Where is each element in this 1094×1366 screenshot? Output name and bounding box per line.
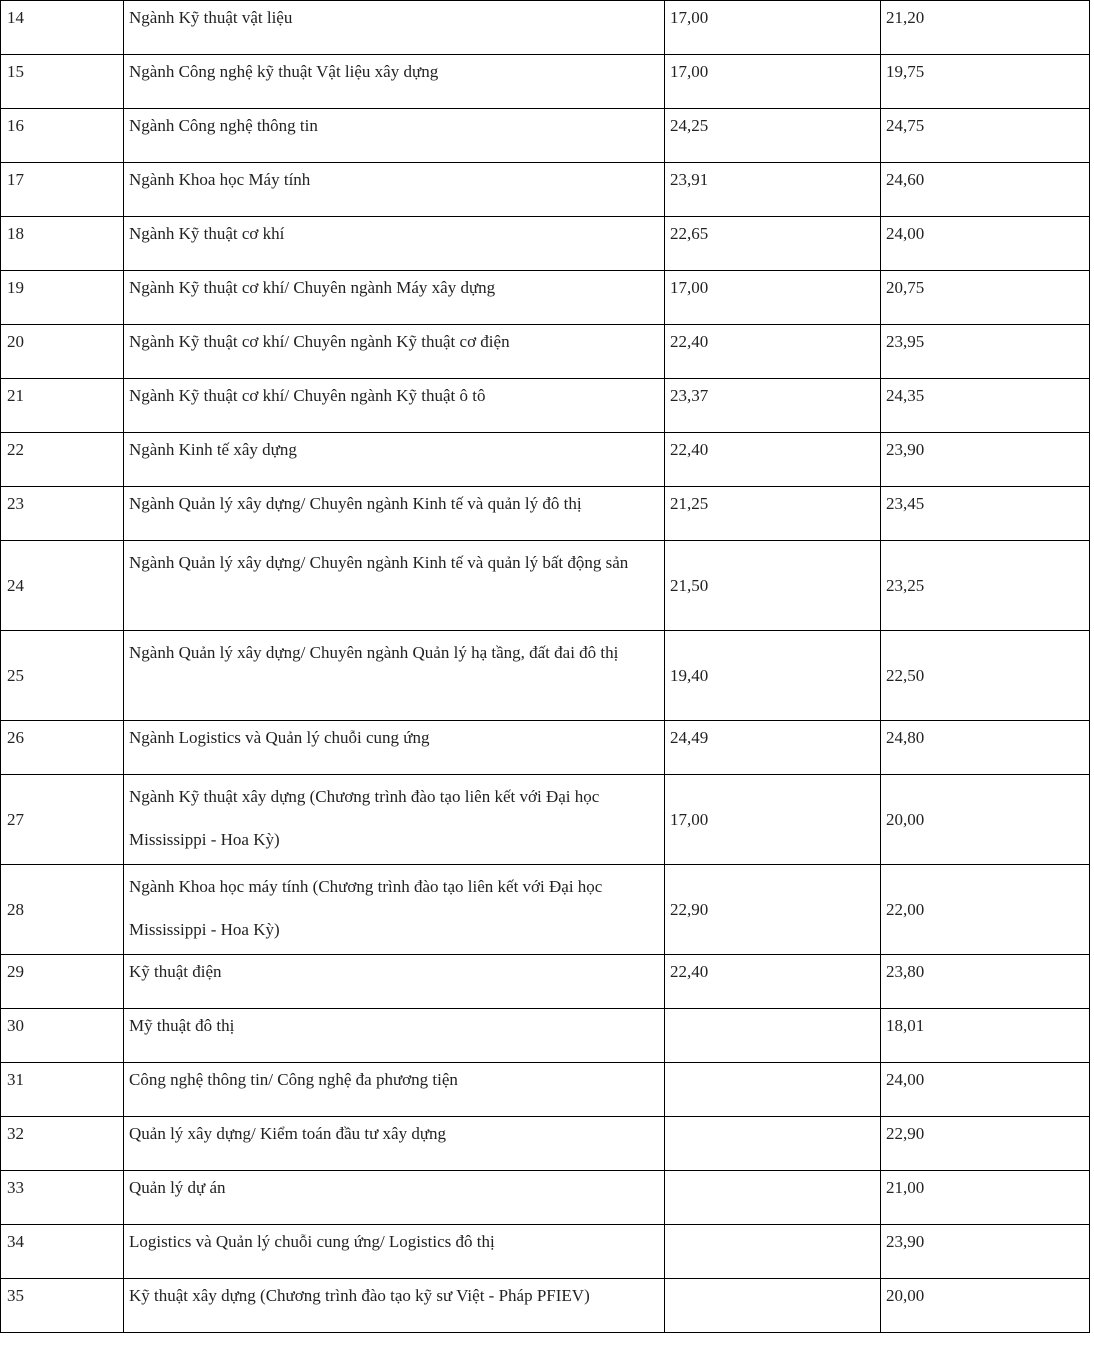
table-body [1,1,1090,1333]
program-name: Kỹ thuật điện [124,955,665,1009]
program-name: Logistics và Quản lý chuỗi cung ứng/ Logistics đô thị [124,1225,665,1279]
row-number: 27 [1,775,124,865]
table-row [1,721,1090,775]
score-column-b: 24,80 [881,721,1090,775]
table-row [1,631,1090,721]
row-number: 24 [1,541,124,631]
score-column-b: 23,80 [881,955,1090,1009]
program-name: Ngành Logistics và Quản lý chuỗi cung ứng [124,721,665,775]
score-column-a: 22,40 [665,325,881,379]
program-name: Quản lý xây dựng/ Kiểm toán đầu tư xây dựng [124,1117,665,1171]
row-number: 32 [1,1117,124,1171]
score-column-b: 19,75 [881,55,1090,109]
row-number: 25 [1,631,124,721]
row-number: 17 [1,163,124,217]
score-column-a [665,1279,881,1333]
score-column-b: 20,00 [881,775,1090,865]
table-row [1,1171,1090,1225]
program-name: Ngành Khoa học Máy tính [124,163,665,217]
row-number: 34 [1,1225,124,1279]
row-number: 22 [1,433,124,487]
score-column-a: 23,37 [665,379,881,433]
score-column-a [665,1171,881,1225]
row-number: 14 [1,1,124,55]
row-number: 16 [1,109,124,163]
score-column-a: 22,40 [665,955,881,1009]
table-row [1,271,1090,325]
score-column-b: 23,95 [881,325,1090,379]
score-column-b: 23,25 [881,541,1090,631]
row-number: 28 [1,865,124,955]
score-column-a: 22,40 [665,433,881,487]
score-column-b: 24,60 [881,163,1090,217]
score-column-b: 24,00 [881,217,1090,271]
score-column-a: 21,50 [665,541,881,631]
score-column-b: 23,45 [881,487,1090,541]
table-row [1,109,1090,163]
program-name: Ngành Kỹ thuật cơ khí [124,217,665,271]
row-number: 35 [1,1279,124,1333]
score-column-a: 22,90 [665,865,881,955]
table-row [1,1009,1090,1063]
score-column-a: 17,00 [665,775,881,865]
program-name: Ngành Kỹ thuật cơ khí/ Chuyên ngành Máy xây dựng [124,271,665,325]
row-number: 18 [1,217,124,271]
table-row [1,865,1090,955]
score-column-a: 17,00 [665,55,881,109]
score-column-b: 24,75 [881,109,1090,163]
table-row [1,433,1090,487]
row-number: 33 [1,1171,124,1225]
row-number: 30 [1,1009,124,1063]
program-name: Ngành Kỹ thuật xây dựng (Chương trình đào tạo liên kết với Đại học Mississippi - Hoa Kỳ) [124,775,665,865]
table-row [1,775,1090,865]
table-row [1,955,1090,1009]
table-row [1,325,1090,379]
program-name: Ngành Kinh tế xây dựng [124,433,665,487]
program-name: Kỹ thuật xây dựng (Chương trình đào tạo kỹ sư Việt - Pháp PFIEV) [124,1279,665,1333]
program-name: Mỹ thuật đô thị [124,1009,665,1063]
program-name: Ngành Công nghệ kỹ thuật Vật liệu xây dựng [124,55,665,109]
score-column-a: 17,00 [665,271,881,325]
score-column-b: 24,00 [881,1063,1090,1117]
score-column-a: 21,25 [665,487,881,541]
program-name: Quản lý dự án [124,1171,665,1225]
score-column-a: 22,65 [665,217,881,271]
program-name: Ngành Quản lý xây dựng/ Chuyên ngành Kinh tế và quản lý đô thị [124,487,665,541]
row-number: 23 [1,487,124,541]
score-column-a: 19,40 [665,631,881,721]
program-name: Công nghệ thông tin/ Công nghệ đa phương tiện [124,1063,665,1117]
score-column-b: 20,75 [881,271,1090,325]
program-name: Ngành Kỹ thuật cơ khí/ Chuyên ngành Kỹ thuật ô tô [124,379,665,433]
row-number: 15 [1,55,124,109]
row-number: 29 [1,955,124,1009]
program-name: Ngành Khoa học máy tính (Chương trình đào tạo liên kết với Đại học Mississippi - Hoa Kỳ) [124,865,665,955]
table-row [1,217,1090,271]
row-number: 19 [1,271,124,325]
table-row [1,1,1090,55]
table-row [1,1117,1090,1171]
score-column-b: 23,90 [881,433,1090,487]
score-column-b: 18,01 [881,1009,1090,1063]
score-column-b: 22,90 [881,1117,1090,1171]
score-column-b: 24,35 [881,379,1090,433]
row-number: 26 [1,721,124,775]
table-row [1,1279,1090,1333]
program-name: Ngành Quản lý xây dựng/ Chuyên ngành Quản lý hạ tầng, đất đai đô thị [124,631,665,721]
table-row [1,1063,1090,1117]
table-row [1,1225,1090,1279]
score-column-a: 23,91 [665,163,881,217]
score-column-a: 24,25 [665,109,881,163]
row-number: 21 [1,379,124,433]
row-number: 20 [1,325,124,379]
score-column-b: 22,00 [881,865,1090,955]
score-column-b: 23,90 [881,1225,1090,1279]
table-row [1,487,1090,541]
score-column-b: 22,50 [881,631,1090,721]
row-number: 31 [1,1063,124,1117]
table-row [1,541,1090,631]
score-column-b: 21,00 [881,1171,1090,1225]
score-column-a [665,1063,881,1117]
program-name: Ngành Quản lý xây dựng/ Chuyên ngành Kinh tế và quản lý bất động sản [124,541,665,631]
score-column-b: 20,00 [881,1279,1090,1333]
table-row [1,55,1090,109]
score-column-a [665,1117,881,1171]
score-column-a: 17,00 [665,1,881,55]
table-row [1,379,1090,433]
program-name: Ngành Kỹ thuật vật liệu [124,1,665,55]
score-column-a [665,1225,881,1279]
table-row [1,163,1090,217]
score-column-b: 21,20 [881,1,1090,55]
program-name: Ngành Công nghệ thông tin [124,109,665,163]
score-column-a: 24,49 [665,721,881,775]
program-name: Ngành Kỹ thuật cơ khí/ Chuyên ngành Kỹ thuật cơ điện [124,325,665,379]
score-column-a [665,1009,881,1063]
